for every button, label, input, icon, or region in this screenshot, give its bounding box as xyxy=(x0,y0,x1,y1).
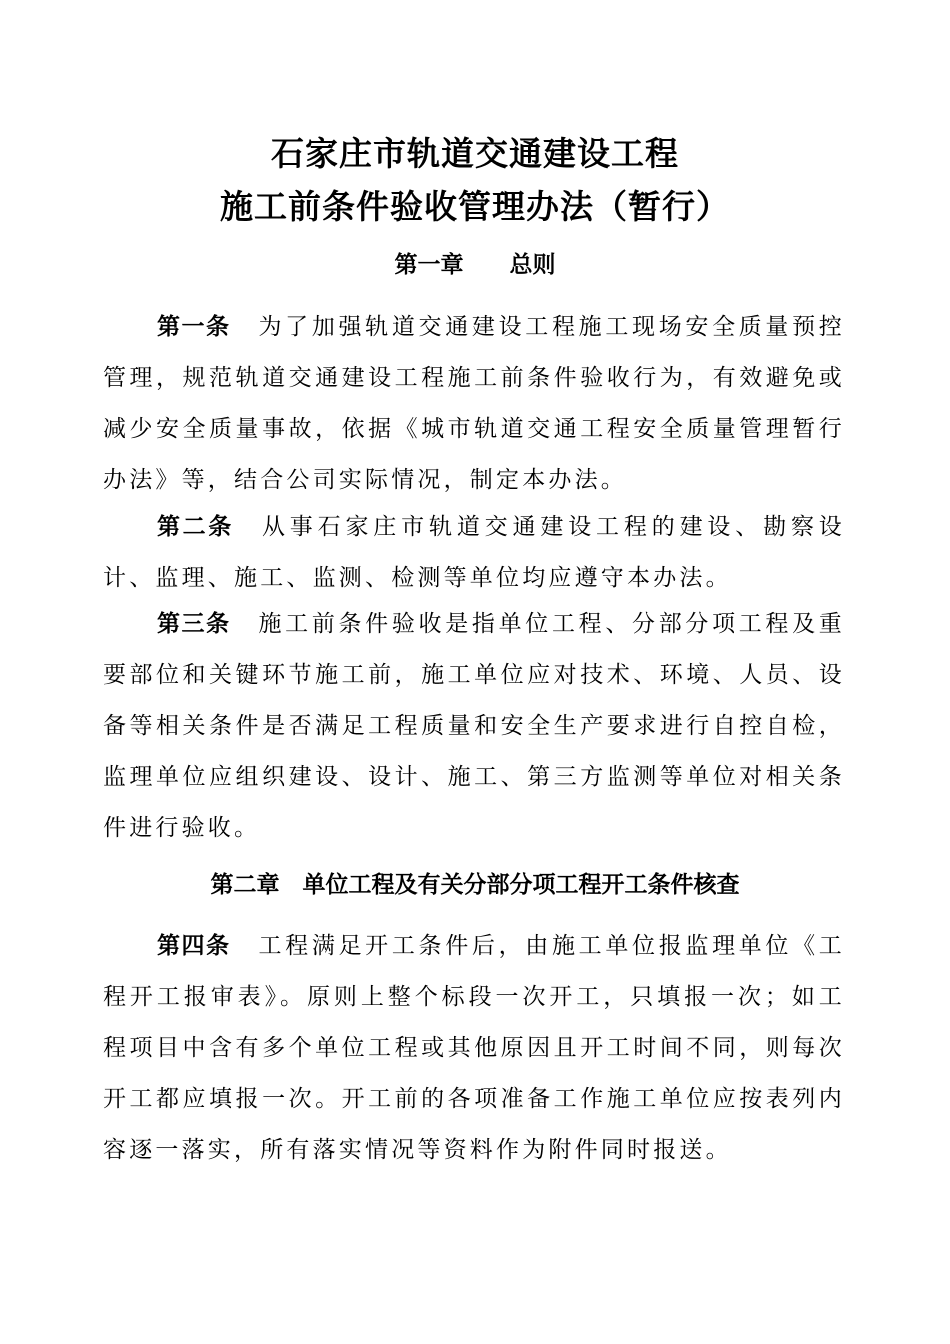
article-3 xyxy=(103,599,845,854)
article-label: 第二条 xyxy=(157,514,234,540)
article-text: 工程满足开工条件后，由施工单位报监理单位《工程开工报审表》。原则上整个标段一次开工，只填报一次；如工程项目中含有多个单位工程或其他原因且开工时间不同，则每次开工都应填报一次。开工前的各项准备工作施工单位应按表列内容逐一落实，所有落实情况等资料作为附件同时报送。 xyxy=(103,933,845,1163)
article-text: 施工前条件验收是指单位工程、分部分项工程及重要部位和关键环节施工前，施工单位应对技术、环境、人员、设备等相关条件是否满足工程质量和安全生产要求进行自控自检，监理单位应组织建设、设计、施工、第三方监测等单位对相关条件进行验收。 xyxy=(103,611,845,841)
document-title-line-1: 石家庄市轨道交通建设工程 xyxy=(271,134,679,173)
article-label: 第四条 xyxy=(157,933,231,959)
document-title-line-2: 施工前条件验收管理办法（暂行） xyxy=(220,187,730,226)
article-1 xyxy=(103,302,845,506)
article-text: 为了加强轨道交通建设工程施工现场安全质量预控管理，规范轨道交通建设工程施工前条件验收行为，有效避免或减少安全质量事故，依据《城市轨道交通工程安全质量管理暂行办法》等，结合公司实际情况，制定本办法。 xyxy=(103,314,845,493)
chapter-heading-1: 第一章 总则 xyxy=(394,252,556,278)
chapter-heading-2: 第二章 单位工程及有关分部分项工程开工条件核查 xyxy=(210,872,740,898)
article-2 xyxy=(103,502,845,604)
article-4 xyxy=(103,921,845,1176)
article-text: 从事石家庄市轨道交通建设工程的建设、勘察设计、监理、施工、监测、检测等单位均应遵守本办法。 xyxy=(103,514,846,591)
article-label: 第三条 xyxy=(157,611,231,637)
article-label: 第一条 xyxy=(157,314,231,340)
